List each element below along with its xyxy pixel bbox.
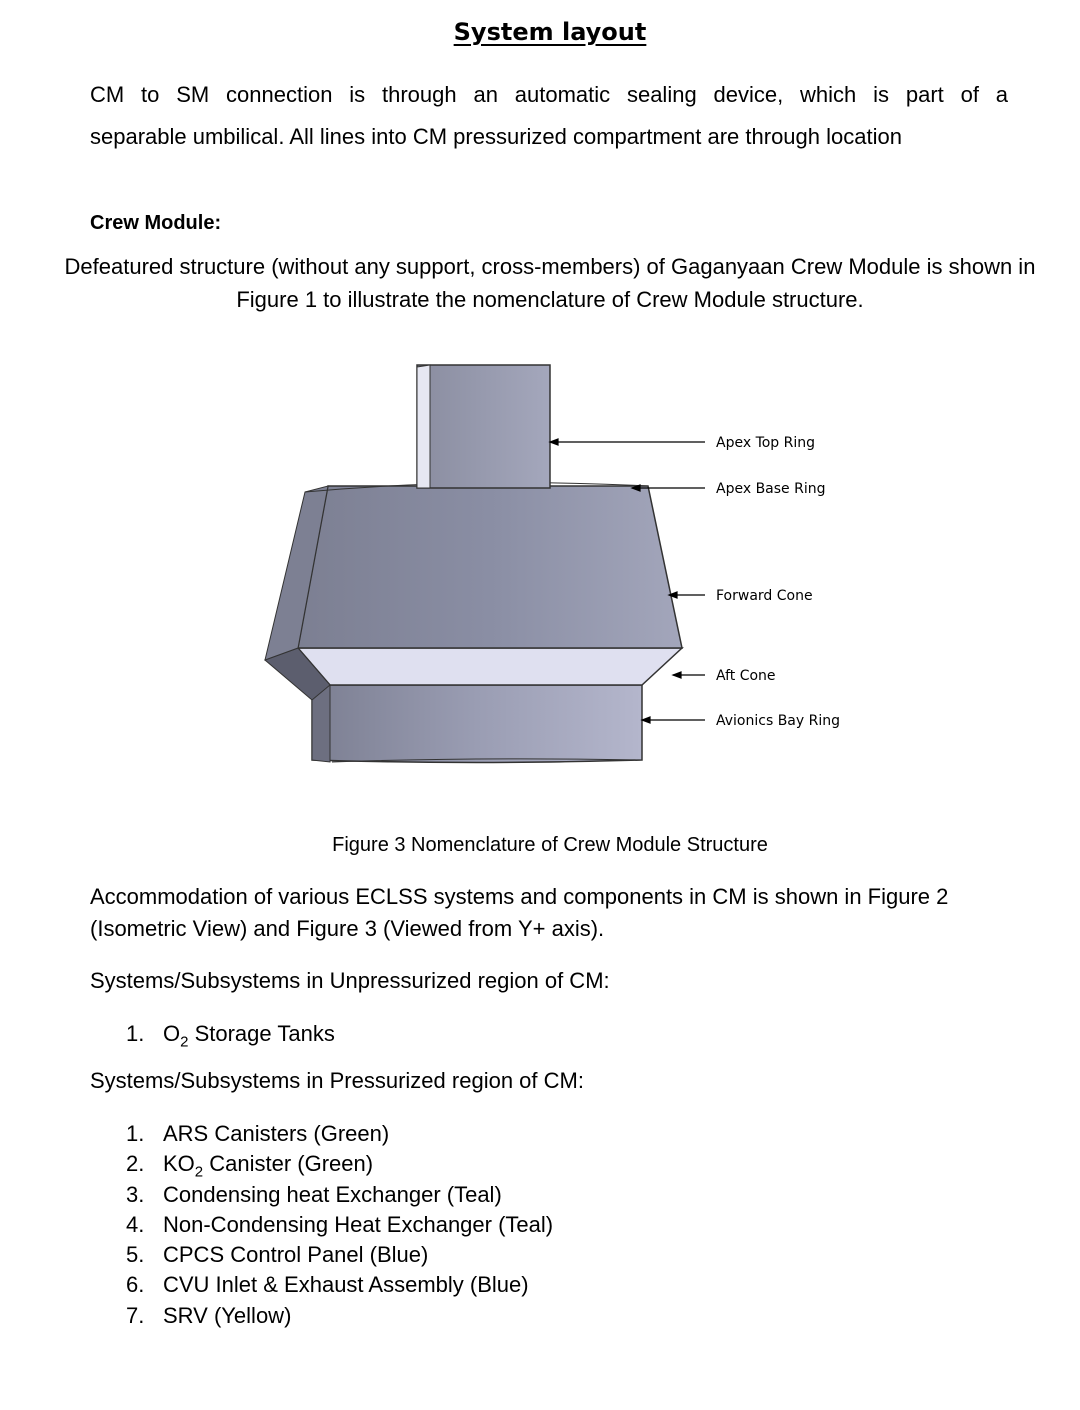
label-forward-cone: Forward Cone: [716, 588, 813, 604]
label-apex-base-ring: Apex Base Ring: [716, 481, 826, 497]
unpressurized-list: [126, 1019, 335, 1049]
figure-caption: Figure 3 Nomenclature of Crew Module Structure: [332, 834, 768, 856]
label-aft-cone: Aft Cone: [716, 668, 776, 684]
intro-line-1: CM to SM connection is through an automatic sealing device, which is part of a: [90, 82, 1008, 107]
avionics-bay-ring-shape: [312, 685, 642, 763]
intro-paragraph: [90, 74, 1008, 158]
list-item: 6. CVU Inlet & Exhaust Assembly (Blue): [126, 1272, 529, 1298]
list-item: 2. $KO_2$ Canister (Green): [126, 1151, 374, 1181]
list-item: 1. ARS Canisters (Green): [126, 1121, 390, 1146]
apex-top-ring-shape: [417, 365, 550, 488]
list-item: 1. $O_2$ Storage Tanks: [126, 1021, 335, 1051]
crew-module-description: Defeatured structure (without any support, cross-members) of Gaganyaan Crew Module is shown in Figure 1 to illustrate the nomenclature of Crew Module structure.: [64, 254, 1036, 312]
intro-line-2: separable umbilical. All lines into CM pressurized compartment are through location: [90, 124, 902, 149]
label-avionics-bay-ring: Avionics Bay Ring: [716, 713, 840, 729]
pressurized-list: [126, 1119, 553, 1331]
label-apex-top-ring: Apex Top Ring: [716, 435, 816, 451]
page-title: System layout: [453, 18, 647, 46]
crew-module-figure: [250, 355, 890, 775]
list-item: 3. Condensing heat Exchanger (Teal): [126, 1181, 502, 1207]
unpressurized-heading: Systems/Subsystems in Unpressurized region of CM:: [90, 968, 610, 993]
accommodation-paragraph: Accommodation of various ECLSS systems and components in CM is shown in Figure 2 (Isometric View) and Figure 3 (Viewed from Y+ axis).: [90, 884, 949, 941]
crew-module-heading: Crew Module:: [90, 212, 222, 234]
forward-cone-shape: [265, 483, 682, 660]
pressurized-heading: Systems/Subsystems in Pressurized region of CM:: [90, 1068, 584, 1093]
list-item: 5. CPCS Control Panel (Blue): [126, 1242, 429, 1268]
list-item: 4. Non-Condensing Heat Exchanger (Teal): [126, 1211, 554, 1237]
list-item: 7. SRV (Yellow): [126, 1302, 292, 1328]
